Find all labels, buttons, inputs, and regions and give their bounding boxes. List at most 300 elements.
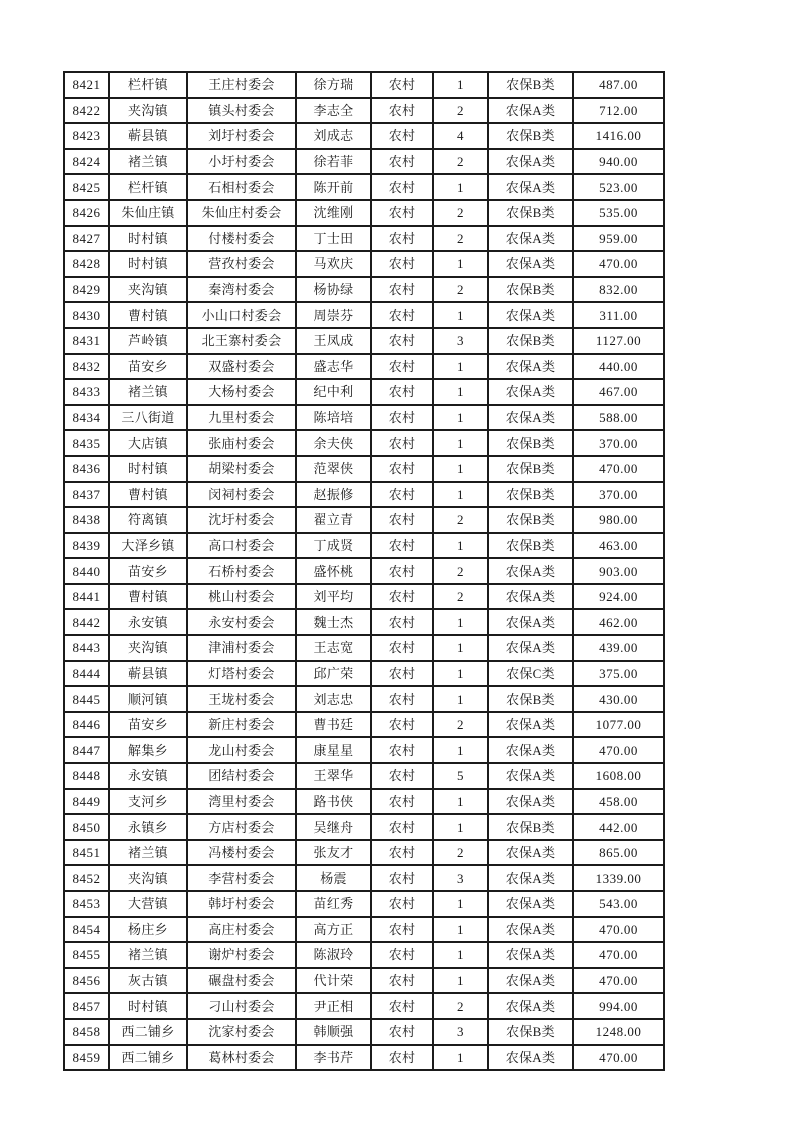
cell-amount: 865.00 (573, 840, 664, 866)
cell-count: 1 (433, 686, 488, 712)
table-row (64, 789, 664, 815)
cell-person-name: 韩顺强 (296, 1019, 371, 1045)
cell-person-name: 丁士田 (296, 226, 371, 252)
cell-insurance-category: 农保A类 (488, 789, 573, 815)
cell-insurance-category: 农保A类 (488, 251, 573, 277)
cell-amount: 1077.00 (573, 712, 664, 738)
cell-seq-number: 8425 (64, 174, 109, 200)
table-row (64, 405, 664, 431)
cell-seq-number: 8454 (64, 917, 109, 943)
cell-person-name: 杨震 (296, 865, 371, 891)
cell-town: 夹沟镇 (109, 98, 187, 124)
cell-seq-number: 8458 (64, 1019, 109, 1045)
cell-town: 时村镇 (109, 251, 187, 277)
cell-person-name: 代计荣 (296, 968, 371, 994)
cell-residence-type: 农村 (371, 405, 433, 431)
cell-count: 1 (433, 482, 488, 508)
cell-seq-number: 8457 (64, 993, 109, 1019)
cell-seq-number: 8448 (64, 763, 109, 789)
cell-village-committee: 津浦村委会 (187, 635, 296, 661)
table-row (64, 174, 664, 200)
cell-insurance-category: 农保B类 (488, 686, 573, 712)
cell-count: 1 (433, 430, 488, 456)
cell-town: 永安镇 (109, 609, 187, 635)
cell-count: 1 (433, 354, 488, 380)
cell-insurance-category: 农保B类 (488, 200, 573, 226)
cell-person-name: 王翠华 (296, 763, 371, 789)
table-row (64, 1019, 664, 1045)
cell-residence-type: 农村 (371, 174, 433, 200)
cell-residence-type: 农村 (371, 993, 433, 1019)
cell-count: 2 (433, 149, 488, 175)
cell-person-name: 李书芹 (296, 1045, 371, 1071)
cell-residence-type: 农村 (371, 328, 433, 354)
cell-seq-number: 8423 (64, 123, 109, 149)
cell-count: 1 (433, 251, 488, 277)
cell-insurance-category: 农保B类 (488, 482, 573, 508)
cell-count: 2 (433, 584, 488, 610)
cell-insurance-category: 农保B类 (488, 123, 573, 149)
table-row (64, 482, 664, 508)
cell-town: 灰古镇 (109, 968, 187, 994)
cell-person-name: 刘志忠 (296, 686, 371, 712)
cell-seq-number: 8430 (64, 302, 109, 328)
cell-town: 曹村镇 (109, 584, 187, 610)
cell-village-committee: 双盛村委会 (187, 354, 296, 380)
cell-insurance-category: 农保A类 (488, 405, 573, 431)
cell-seq-number: 8455 (64, 942, 109, 968)
cell-amount: 1416.00 (573, 123, 664, 149)
cell-town: 褚兰镇 (109, 149, 187, 175)
cell-seq-number: 8443 (64, 635, 109, 661)
cell-residence-type: 农村 (371, 1019, 433, 1045)
cell-person-name: 陈培培 (296, 405, 371, 431)
table-row (64, 123, 664, 149)
cell-count: 1 (433, 661, 488, 687)
cell-residence-type: 农村 (371, 251, 433, 277)
cell-person-name: 杨协绿 (296, 277, 371, 303)
cell-town: 时村镇 (109, 456, 187, 482)
cell-town: 蕲县镇 (109, 123, 187, 149)
cell-amount: 832.00 (573, 277, 664, 303)
cell-seq-number: 8429 (64, 277, 109, 303)
cell-amount: 1127.00 (573, 328, 664, 354)
table-row (64, 763, 664, 789)
cell-village-committee: 闵祠村委会 (187, 482, 296, 508)
cell-person-name: 邱广荣 (296, 661, 371, 687)
cell-seq-number: 8452 (64, 865, 109, 891)
cell-person-name: 盛怀桃 (296, 558, 371, 584)
cell-insurance-category: 农保A类 (488, 558, 573, 584)
cell-town: 褚兰镇 (109, 379, 187, 405)
cell-insurance-category: 农保B类 (488, 277, 573, 303)
cell-residence-type: 农村 (371, 584, 433, 610)
cell-person-name: 高方正 (296, 917, 371, 943)
cell-insurance-category: 农保A类 (488, 1045, 573, 1071)
cell-amount: 980.00 (573, 507, 664, 533)
cell-town: 朱仙庄镇 (109, 200, 187, 226)
cell-residence-type: 农村 (371, 917, 433, 943)
table-row (64, 686, 664, 712)
cell-amount: 543.00 (573, 891, 664, 917)
cell-village-committee: 张庙村委会 (187, 430, 296, 456)
cell-seq-number: 8459 (64, 1045, 109, 1071)
table-row (64, 968, 664, 994)
cell-person-name: 路书侠 (296, 789, 371, 815)
cell-person-name: 吴继舟 (296, 814, 371, 840)
cell-amount: 712.00 (573, 98, 664, 124)
cell-residence-type: 农村 (371, 354, 433, 380)
table-row (64, 251, 664, 277)
cell-amount: 588.00 (573, 405, 664, 431)
cell-village-committee: 胡梁村委会 (187, 456, 296, 482)
cell-insurance-category: 农保A类 (488, 302, 573, 328)
table-row (64, 840, 664, 866)
cell-person-name: 马欢庆 (296, 251, 371, 277)
table-row (64, 865, 664, 891)
cell-count: 2 (433, 993, 488, 1019)
cell-village-committee: 镇头村委会 (187, 98, 296, 124)
cell-seq-number: 8453 (64, 891, 109, 917)
cell-village-committee: 石桥村委会 (187, 558, 296, 584)
cell-residence-type: 农村 (371, 507, 433, 533)
cell-residence-type: 农村 (371, 1045, 433, 1071)
cell-amount: 470.00 (573, 1045, 664, 1071)
cell-residence-type: 农村 (371, 533, 433, 559)
cell-residence-type: 农村 (371, 226, 433, 252)
cell-village-committee: 大杨村委会 (187, 379, 296, 405)
cell-amount: 994.00 (573, 993, 664, 1019)
cell-person-name: 陈淑玲 (296, 942, 371, 968)
table-row (64, 635, 664, 661)
cell-residence-type: 农村 (371, 149, 433, 175)
cell-person-name: 赵振修 (296, 482, 371, 508)
cell-amount: 430.00 (573, 686, 664, 712)
cell-residence-type: 农村 (371, 302, 433, 328)
cell-seq-number: 8446 (64, 712, 109, 738)
cell-town: 顺河镇 (109, 686, 187, 712)
cell-town: 西二铺乡 (109, 1045, 187, 1071)
cell-village-committee: 葛林村委会 (187, 1045, 296, 1071)
cell-town: 大泽乡镇 (109, 533, 187, 559)
table-row (64, 507, 664, 533)
cell-insurance-category: 农保A类 (488, 354, 573, 380)
cell-amount: 440.00 (573, 354, 664, 380)
cell-seq-number: 8450 (64, 814, 109, 840)
cell-insurance-category: 农保A类 (488, 712, 573, 738)
table-row (64, 533, 664, 559)
cell-seq-number: 8431 (64, 328, 109, 354)
cell-village-committee: 方店村委会 (187, 814, 296, 840)
cell-insurance-category: 农保A类 (488, 379, 573, 405)
cell-village-committee: 碾盘村委会 (187, 968, 296, 994)
cell-seq-number: 8434 (64, 405, 109, 431)
cell-village-committee: 石相村委会 (187, 174, 296, 200)
table-row (64, 430, 664, 456)
cell-seq-number: 8440 (64, 558, 109, 584)
cell-count: 1 (433, 609, 488, 635)
cell-count: 1 (433, 635, 488, 661)
cell-seq-number: 8438 (64, 507, 109, 533)
cell-village-committee: 新庄村委会 (187, 712, 296, 738)
cell-town: 大店镇 (109, 430, 187, 456)
cell-village-committee: 秦湾村委会 (187, 277, 296, 303)
cell-insurance-category: 农保B类 (488, 72, 573, 98)
table-row (64, 328, 664, 354)
cell-amount: 903.00 (573, 558, 664, 584)
cell-person-name: 徐方瑞 (296, 72, 371, 98)
cell-insurance-category: 农保A类 (488, 840, 573, 866)
cell-person-name: 王凤成 (296, 328, 371, 354)
cell-village-committee: 王垅村委会 (187, 686, 296, 712)
table-row (64, 917, 664, 943)
cell-village-committee: 营孜村委会 (187, 251, 296, 277)
table-row (64, 72, 664, 98)
table-row (64, 1045, 664, 1071)
table-row (64, 584, 664, 610)
cell-town: 曹村镇 (109, 302, 187, 328)
cell-residence-type: 农村 (371, 609, 433, 635)
cell-count: 1 (433, 302, 488, 328)
cell-count: 2 (433, 712, 488, 738)
cell-village-committee: 龙山村委会 (187, 737, 296, 763)
cell-seq-number: 8456 (64, 968, 109, 994)
table-row (64, 814, 664, 840)
cell-insurance-category: 农保B类 (488, 456, 573, 482)
cell-town: 夹沟镇 (109, 635, 187, 661)
cell-residence-type: 农村 (371, 763, 433, 789)
cell-seq-number: 8441 (64, 584, 109, 610)
cell-count: 4 (433, 123, 488, 149)
cell-residence-type: 农村 (371, 814, 433, 840)
cell-amount: 311.00 (573, 302, 664, 328)
table-row (64, 712, 664, 738)
cell-amount: 370.00 (573, 430, 664, 456)
cell-residence-type: 农村 (371, 123, 433, 149)
cell-seq-number: 8421 (64, 72, 109, 98)
cell-residence-type: 农村 (371, 686, 433, 712)
cell-village-committee: 小圩村委会 (187, 149, 296, 175)
cell-person-name: 沈维刚 (296, 200, 371, 226)
cell-count: 1 (433, 1045, 488, 1071)
cell-residence-type: 农村 (371, 712, 433, 738)
cell-person-name: 苗红秀 (296, 891, 371, 917)
cell-insurance-category: 农保A类 (488, 609, 573, 635)
cell-person-name: 曹书廷 (296, 712, 371, 738)
cell-count: 2 (433, 840, 488, 866)
cell-village-committee: 九里村委会 (187, 405, 296, 431)
cell-amount: 439.00 (573, 635, 664, 661)
cell-count: 2 (433, 200, 488, 226)
cell-seq-number: 8447 (64, 737, 109, 763)
cell-town: 西二铺乡 (109, 1019, 187, 1045)
cell-amount: 470.00 (573, 251, 664, 277)
cell-seq-number: 8432 (64, 354, 109, 380)
cell-person-name: 李志全 (296, 98, 371, 124)
cell-count: 2 (433, 98, 488, 124)
cell-insurance-category: 农保A类 (488, 865, 573, 891)
cell-person-name: 余夫侠 (296, 430, 371, 456)
cell-town: 栏杆镇 (109, 174, 187, 200)
cell-village-committee: 韩圩村委会 (187, 891, 296, 917)
cell-insurance-category: 农保B类 (488, 328, 573, 354)
cell-seq-number: 8444 (64, 661, 109, 687)
cell-seq-number: 8451 (64, 840, 109, 866)
cell-amount: 959.00 (573, 226, 664, 252)
cell-town: 杨庄乡 (109, 917, 187, 943)
cell-town: 曹村镇 (109, 482, 187, 508)
cell-count: 1 (433, 533, 488, 559)
cell-count: 1 (433, 72, 488, 98)
cell-amount: 370.00 (573, 482, 664, 508)
cell-count: 1 (433, 379, 488, 405)
cell-town: 栏杆镇 (109, 72, 187, 98)
cell-town: 三八街道 (109, 405, 187, 431)
cell-town: 苗安乡 (109, 712, 187, 738)
cell-village-committee: 朱仙庄村委会 (187, 200, 296, 226)
cell-residence-type: 农村 (371, 558, 433, 584)
cell-town: 永镇乡 (109, 814, 187, 840)
cell-residence-type: 农村 (371, 891, 433, 917)
cell-residence-type: 农村 (371, 482, 433, 508)
cell-town: 时村镇 (109, 226, 187, 252)
cell-insurance-category: 农保A类 (488, 891, 573, 917)
cell-amount: 523.00 (573, 174, 664, 200)
cell-person-name: 丁成贤 (296, 533, 371, 559)
table-row (64, 149, 664, 175)
cell-count: 2 (433, 507, 488, 533)
cell-person-name: 尹正相 (296, 993, 371, 1019)
cell-town: 支河乡 (109, 789, 187, 815)
cell-seq-number: 8433 (64, 379, 109, 405)
cell-seq-number: 8439 (64, 533, 109, 559)
table-row (64, 456, 664, 482)
cell-insurance-category: 农保B类 (488, 430, 573, 456)
cell-town: 夹沟镇 (109, 865, 187, 891)
cell-amount: 467.00 (573, 379, 664, 405)
cell-person-name: 范翠侠 (296, 456, 371, 482)
cell-residence-type: 农村 (371, 430, 433, 456)
cell-person-name: 康星星 (296, 737, 371, 763)
cell-village-committee: 湾里村委会 (187, 789, 296, 815)
cell-person-name: 魏士杰 (296, 609, 371, 635)
cell-residence-type: 农村 (371, 968, 433, 994)
cell-village-committee: 沈家村委会 (187, 1019, 296, 1045)
cell-seq-number: 8442 (64, 609, 109, 635)
cell-village-committee: 沈圩村委会 (187, 507, 296, 533)
cell-town: 夹沟镇 (109, 277, 187, 303)
cell-count: 3 (433, 865, 488, 891)
table-row (64, 661, 664, 687)
cell-seq-number: 8424 (64, 149, 109, 175)
cell-count: 3 (433, 1019, 488, 1045)
table-row (64, 737, 664, 763)
cell-insurance-category: 农保B类 (488, 507, 573, 533)
cell-count: 1 (433, 814, 488, 840)
cell-count: 1 (433, 405, 488, 431)
cell-count: 2 (433, 558, 488, 584)
cell-seq-number: 8422 (64, 98, 109, 124)
cell-count: 1 (433, 917, 488, 943)
cell-town: 褚兰镇 (109, 840, 187, 866)
cell-person-name: 盛志华 (296, 354, 371, 380)
benefits-table (63, 71, 665, 1071)
cell-village-committee: 付楼村委会 (187, 226, 296, 252)
cell-amount: 463.00 (573, 533, 664, 559)
cell-person-name: 刘平均 (296, 584, 371, 610)
cell-insurance-category: 农保A类 (488, 737, 573, 763)
cell-residence-type: 农村 (371, 379, 433, 405)
cell-residence-type: 农村 (371, 789, 433, 815)
cell-amount: 470.00 (573, 917, 664, 943)
cell-town: 符离镇 (109, 507, 187, 533)
cell-amount: 470.00 (573, 737, 664, 763)
cell-town: 解集乡 (109, 737, 187, 763)
cell-residence-type: 农村 (371, 635, 433, 661)
cell-count: 2 (433, 226, 488, 252)
cell-village-committee: 高口村委会 (187, 533, 296, 559)
cell-amount: 1339.00 (573, 865, 664, 891)
cell-insurance-category: 农保A类 (488, 226, 573, 252)
table-row (64, 354, 664, 380)
cell-insurance-category: 农保B类 (488, 533, 573, 559)
table-row (64, 98, 664, 124)
cell-town: 苗安乡 (109, 558, 187, 584)
cell-village-committee: 刁山村委会 (187, 993, 296, 1019)
cell-count: 1 (433, 737, 488, 763)
cell-amount: 375.00 (573, 661, 664, 687)
cell-residence-type: 农村 (371, 737, 433, 763)
cell-residence-type: 农村 (371, 942, 433, 968)
cell-count: 1 (433, 891, 488, 917)
cell-count: 1 (433, 456, 488, 482)
cell-insurance-category: 农保C类 (488, 661, 573, 687)
cell-residence-type: 农村 (371, 840, 433, 866)
cell-insurance-category: 农保B类 (488, 814, 573, 840)
cell-count: 1 (433, 174, 488, 200)
cell-village-committee: 王庄村委会 (187, 72, 296, 98)
cell-insurance-category: 农保A类 (488, 942, 573, 968)
cell-amount: 462.00 (573, 609, 664, 635)
cell-amount: 1608.00 (573, 763, 664, 789)
cell-town: 芦岭镇 (109, 328, 187, 354)
cell-amount: 470.00 (573, 456, 664, 482)
cell-residence-type: 农村 (371, 661, 433, 687)
table-row (64, 891, 664, 917)
cell-residence-type: 农村 (371, 277, 433, 303)
table-row (64, 302, 664, 328)
cell-person-name: 张友才 (296, 840, 371, 866)
cell-insurance-category: 农保A类 (488, 993, 573, 1019)
cell-seq-number: 8436 (64, 456, 109, 482)
cell-town: 永安镇 (109, 763, 187, 789)
cell-amount: 1248.00 (573, 1019, 664, 1045)
cell-insurance-category: 农保A类 (488, 968, 573, 994)
cell-village-committee: 灯塔村委会 (187, 661, 296, 687)
cell-amount: 535.00 (573, 200, 664, 226)
cell-person-name: 陈开前 (296, 174, 371, 200)
cell-amount: 940.00 (573, 149, 664, 175)
cell-amount: 924.00 (573, 584, 664, 610)
cell-insurance-category: 农保A类 (488, 174, 573, 200)
cell-village-committee: 北王寨村委会 (187, 328, 296, 354)
cell-seq-number: 8427 (64, 226, 109, 252)
cell-count: 1 (433, 789, 488, 815)
table-row (64, 609, 664, 635)
cell-person-name: 刘成志 (296, 123, 371, 149)
table-row (64, 993, 664, 1019)
cell-amount: 442.00 (573, 814, 664, 840)
